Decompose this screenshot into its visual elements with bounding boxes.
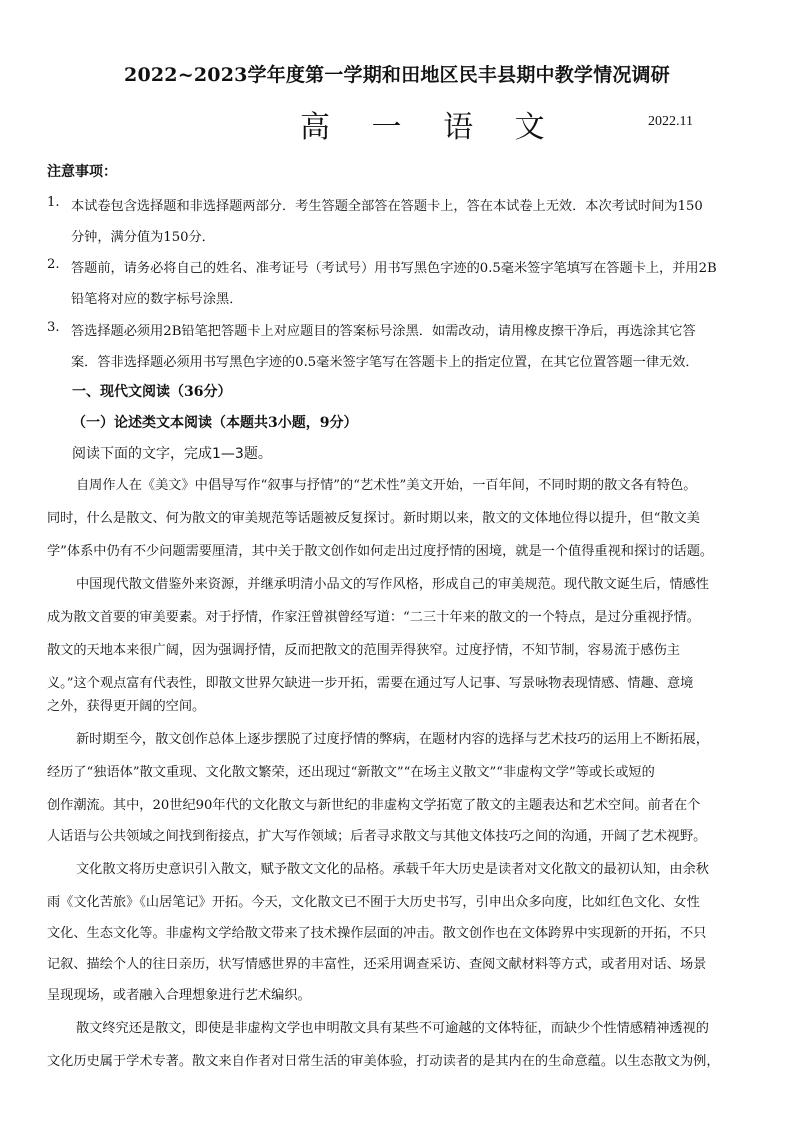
article-line: 文化散文将历史意识引入散文，赋予散文文化的品格。承载千年大历史是读者对文化散文的最初认知，由余秋 xyxy=(76,862,709,877)
article-line: 创作潮流。其中，20世纪90年代的文化散文与新世纪的非虚构文学拓宽了散文的主题表达和艺术空间。前者在个 xyxy=(47,798,701,813)
article-line: 成为散文首要的审美要素。对于抒情，作家汪曾祺曾经写道：“二三十年来的散文的一个特点，是过分重视抒情。 xyxy=(47,610,700,625)
article-line: 文化历史属于学术专著。散文来自作者对日常生活的审美体验，打动读者的是其内在的生命意蕴。以生态散文为例， xyxy=(47,1054,720,1069)
article-line: 人话语与公共领域之间找到衔接点，扩大写作领域；后者寻求散文与其他文体技巧之间的沟通，开阔了艺术视野。 xyxy=(47,829,707,844)
article-line: 记叙、描绘个人的往日亲历，状写情感世界的丰富性，还采用调查采访、查阅文献材料等方式，或者用对话、场景 xyxy=(47,957,707,972)
article-line: 文化、生态文化等。非虚构文学给散文带来了技术操作层面的冲击。散文创作也在文体跨界中实现新的开拓，不只 xyxy=(47,926,707,941)
article-line: 义。”这个观点富有代表性，即散文世界欠缺进一步开拓，需要在通过写人记事、写景咏物表现情感、情趣、意境 xyxy=(47,676,694,691)
subsection-title: （一）论述类文本阅读（本题共3小题，9分） xyxy=(72,415,358,431)
subject-title: 高 一 语 文 xyxy=(300,110,561,145)
exam-date: 2022.11 xyxy=(648,114,693,129)
article-line: 中国现代散文借鉴外来资源，并继承明清小品文的写作风格，形成自己的审美规范。现代散文诞生后，情感性 xyxy=(76,577,709,592)
article-line: 同时，什么是散文、何为散文的审美规范等话题被反复探讨。新时期以来，散文的文体地位得以提升，但“散文美 xyxy=(47,511,700,526)
article-line: 经历了“独语体”散文重现、文化散文繁荣，还出现过“新散文”“在场主义散文”“非虚构文学”等或长或短的 xyxy=(47,765,655,780)
notice-item-line: 案．答非选择题必须用书写黑色字迹的0.5毫米签字笔写在答题卡上的指定位置，在其它位置答题一律无效． xyxy=(71,355,699,370)
notice-item-line: 分钟，满分值为150分． xyxy=(71,230,215,245)
article-line: 新时期至今，散文创作总体上逐步摆脱了过度抒情的弊病，在题材内容的选择与艺术技巧的运用上不断拓展， xyxy=(76,732,709,747)
section-title: 一、现代文阅读（36分） xyxy=(72,384,232,400)
notice-heading: 注意事项： xyxy=(47,164,117,180)
notice-item-number: 1. xyxy=(47,195,60,210)
notice-item-number: 3. xyxy=(47,320,60,335)
article-line: 散文终究还是散文，即使是非虚构文学也申明散文具有某些不可逾越的文体特征，而缺少个性情感精神透视的 xyxy=(76,1021,709,1036)
exam-title: 2022~2023学年度第一学期和田地区民丰县期中教学情况调研 xyxy=(124,64,670,86)
notice-item-line: 本试卷包含选择题和非选择题两部分．考生答题全部答在答题卡上，答在本试卷上无效．本次考试时间为150 xyxy=(71,199,703,214)
notice-item-line: 答选择题必须用2B铅笔把答题卡上对应题目的答案标号涂黑．如需改动，请用橡皮擦干净后，再选涂其它答 xyxy=(71,324,696,339)
reading-instruction: 阅读下面的文字，完成1—3题。 xyxy=(72,446,272,462)
notice-item-line: 答题前，请务必将自己的姓名、准考证号（考试号）用书写黑色字迹的0.5毫米签字笔填写在答题卡上，并用2B xyxy=(71,261,717,276)
article-line: 自周作人在《美文》中倡导写作“叙事与抒情”的“艺术性”美文开始，一百年间，不同时期的散文各有特色。 xyxy=(76,478,697,493)
article-line: 散文的天地本来很广阔，因为强调抒情，反而把散文的范围弄得狭窄。过度抒情，不知节制，容易流于感伤主 xyxy=(47,643,680,658)
article-line: 呈现现场，或者融入合理想象进行艺术编织。 xyxy=(47,988,311,1003)
article-line: 雨《文化苦旅》《山居笔记》开拓。今天，文化散文已不囿于大历史书写，引申出众多向度，比如红色文化、女性 xyxy=(47,895,700,910)
notice-item-number: 2. xyxy=(47,257,60,272)
notice-item-line: 铅笔将对应的数字标号涂黑． xyxy=(71,292,243,307)
article-line: 学”体系中仍有不少问题需要厘清，其中关于散文创作如何走出过度抒情的困境，就是一个值得重视和探讨的话题。 xyxy=(47,544,714,559)
article-line: 之外，获得更开阔的空间。 xyxy=(47,699,206,714)
